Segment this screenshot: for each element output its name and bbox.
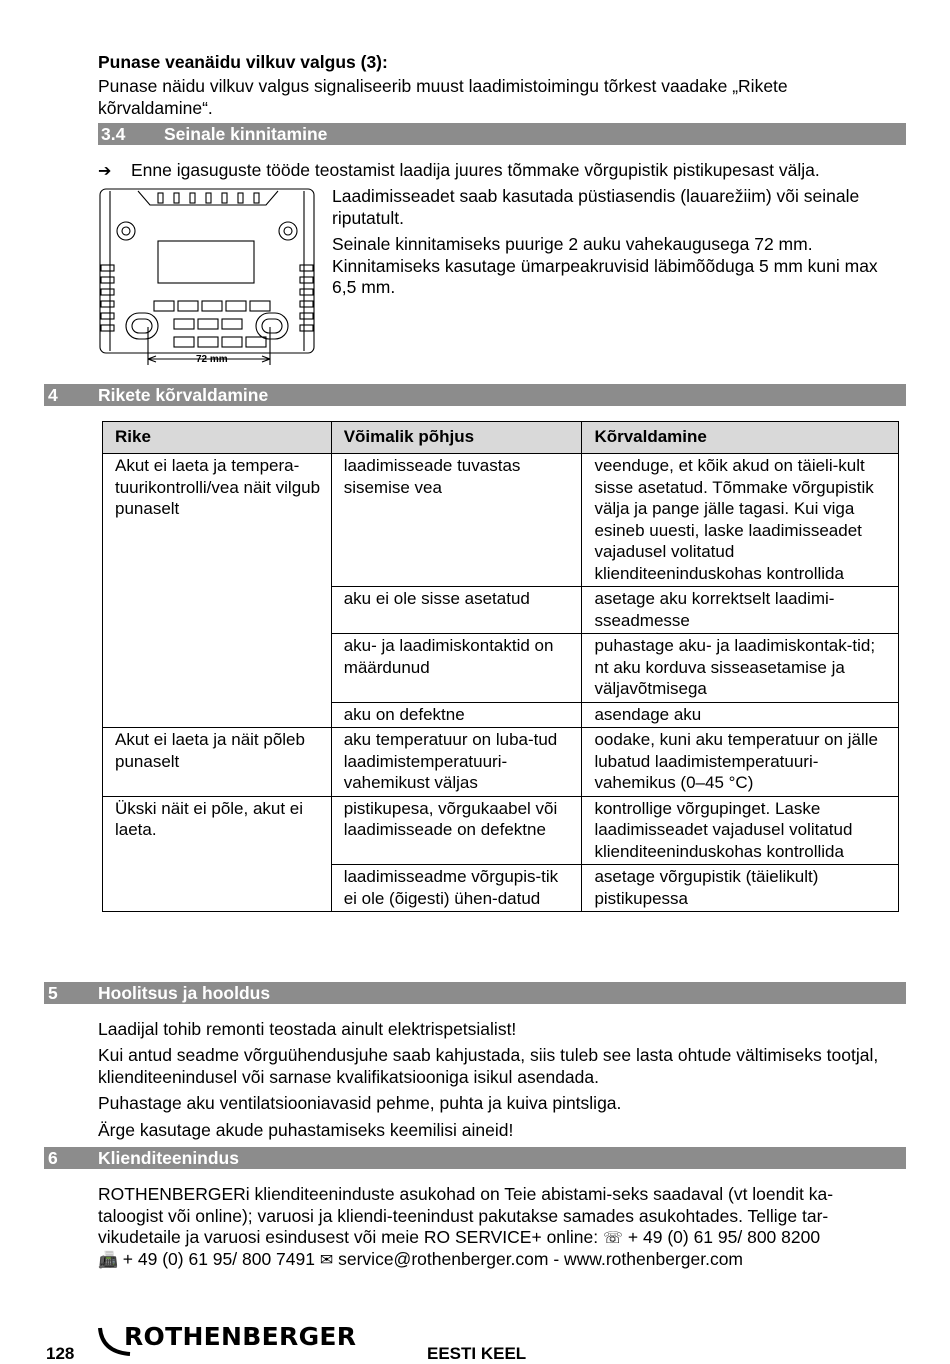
cause-cell: pistikupesa, võrgukaabel või laadimisseade on defektne: [331, 796, 582, 865]
table-header-row: [103, 422, 899, 454]
care-text-4: Ärge kasutage akude puhastamiseks keemilisi aineid!: [98, 1120, 514, 1140]
header-cause: Võimalik põhjus: [331, 422, 582, 454]
fault-cell: Akut ei laeta ja näit põleb punaselt: [103, 728, 332, 797]
section-title: Seinale kinnitamine: [164, 124, 328, 144]
section-number: 3.4: [101, 124, 126, 144]
care-text-2: Kui antud seadme võrguühendusjuhe saab kahjustada, siis tuleb see lasta ohtude vältimiseks tootjal, klienditeenindusel või sarnase kvalifikatsiooniga isikul asendada.: [98, 1045, 879, 1087]
cause-cell: aku ei ole sisse asetatud: [331, 587, 582, 634]
care-text-1: Laadijal tohib remonti teostada ainult elektrispetsialist!: [98, 1019, 517, 1039]
page-number: 128: [46, 1344, 75, 1363]
cause-cell: aku on defektne: [331, 702, 582, 728]
cause-cell: laadimisseade tuvastas sisemise vea: [331, 454, 582, 587]
wall-mount-diagram: [98, 185, 320, 367]
section-number: 5: [48, 983, 58, 1003]
brand-logo: ROTHENBERGER: [124, 1322, 357, 1351]
section-title: Hoolitsus ja hooldus: [98, 983, 271, 1003]
fault-cell: Ükski näit ei põle, akut ei laeta.: [103, 796, 332, 912]
warning-heading: Punase veanäidu vilkuv valgus (3):: [98, 52, 388, 72]
fix-cell: asendage aku: [582, 702, 899, 728]
mail-icon: ✉: [319, 1249, 334, 1269]
email-web[interactable]: service@rothenberger.com - www.rothenberger.com: [338, 1248, 744, 1269]
section-number: 6: [48, 1148, 58, 1168]
warning-text: Punase näidu vilkuv valgus signaliseerib muust laadimistoimingu tõrkest vaadake „Rikete kõrvaldamine“.: [98, 76, 788, 118]
language-label: EESTI KEEL: [427, 1344, 527, 1363]
service-text: [98, 1184, 893, 1270]
section-bar-3-4: [98, 123, 906, 145]
fix-cell: oodake, kuni aku temperatuur on jälle lubatud laadimistemperatuuri-vahemikus (0–45 °C): [582, 728, 899, 797]
fix-cell: asetage võrgupistik (täielikult) pistikupessa: [582, 865, 899, 912]
fix-cell: puhastage aku- ja laadimiskontak-tid; nt aku korduva sisseasetamise ja väljavõtmisega: [582, 634, 899, 703]
fax-icon: 📠: [98, 1249, 118, 1269]
section-number: 4: [48, 385, 58, 405]
section-bar-4: [44, 384, 906, 406]
safety-bullet: Enne igasuguste tööde teostamist laadija juures tõmmake võrgupistik pistikupesast välja.: [131, 160, 820, 180]
care-text-3: Puhastage aku ventilatsiooniavasid pehme, puhta ja kuiva pintsliga.: [98, 1093, 622, 1113]
table-row: [103, 454, 899, 587]
table-row: [103, 728, 899, 797]
fax-number: + 49 (0) 61 95/ 800 7491: [122, 1248, 315, 1269]
section-title: Klienditeenindus: [98, 1148, 239, 1168]
table-row: [103, 796, 899, 865]
fix-cell: veenduge, et kõik akud on täieli-kult sisse asetatud. Tõmmake võrgupistik välja ja pange jälle tagasi. Kui viga esineb uuesti, laske laadimisseadet vajadusel volitatud klienditeeninduskohas kontrollida: [582, 454, 899, 587]
arrow-right-icon: ➔: [98, 161, 112, 180]
service-description: ROTHENBERGERi klienditeeninduste asukohad on Teie abistami-seks saadaval (vt loendit ka-taloogist või online); varuosi ja kliendi-teenindust pakutakse samades asukohtades. Tellige tar-vikudetaile ja varuosi esindusest või meie RO SERVICE+ online:: [98, 1184, 834, 1247]
fault-table: [102, 421, 899, 912]
phone-icon: ☏: [603, 1228, 624, 1247]
fault-cell: Akut ei laeta ja tempera-tuurikontrolli/vea näit vilgub punaselt: [103, 454, 332, 728]
mount-text-1: Laadimisseadet saab kasutada püstiasendis (lauarežiim) või seinale riputatult.: [332, 186, 860, 228]
phone-number: + 49 (0) 61 95/ 800 8200: [627, 1227, 821, 1247]
section-bar-6: [44, 1147, 906, 1169]
section-title: Rikete kõrvaldamine: [98, 385, 269, 405]
dimension-label: 72 mm: [196, 354, 228, 365]
section-bar-5: [44, 982, 906, 1004]
cause-cell: aku- ja laadimiskontaktid on määrdunud: [331, 634, 582, 703]
cause-cell: aku temperatuur on luba-tud laadimistemperatuuri-vahemikust väljas: [331, 728, 582, 797]
fix-cell: kontrollige võrgupinget. Laske laadimisseadet vajadusel volitatud klienditeeninduskohas kontrollida: [582, 796, 899, 865]
mount-text-2: Seinale kinnitamiseks puurige 2 auku vahekaugusega 72 mm. Kinnitamiseks kasutage ümarpeakruvisid läbimõõduga 5 mm kuni max 6,5 mm.: [332, 234, 878, 297]
header-fault: Rike: [103, 422, 332, 454]
header-fix: Kõrvaldamine: [582, 422, 899, 454]
fix-cell: asetage aku korrektselt laadimi-sseadmesse: [582, 587, 899, 634]
cause-cell: laadimisseadme võrgupis-tik ei ole (õigesti) ühen-datud: [331, 865, 582, 912]
